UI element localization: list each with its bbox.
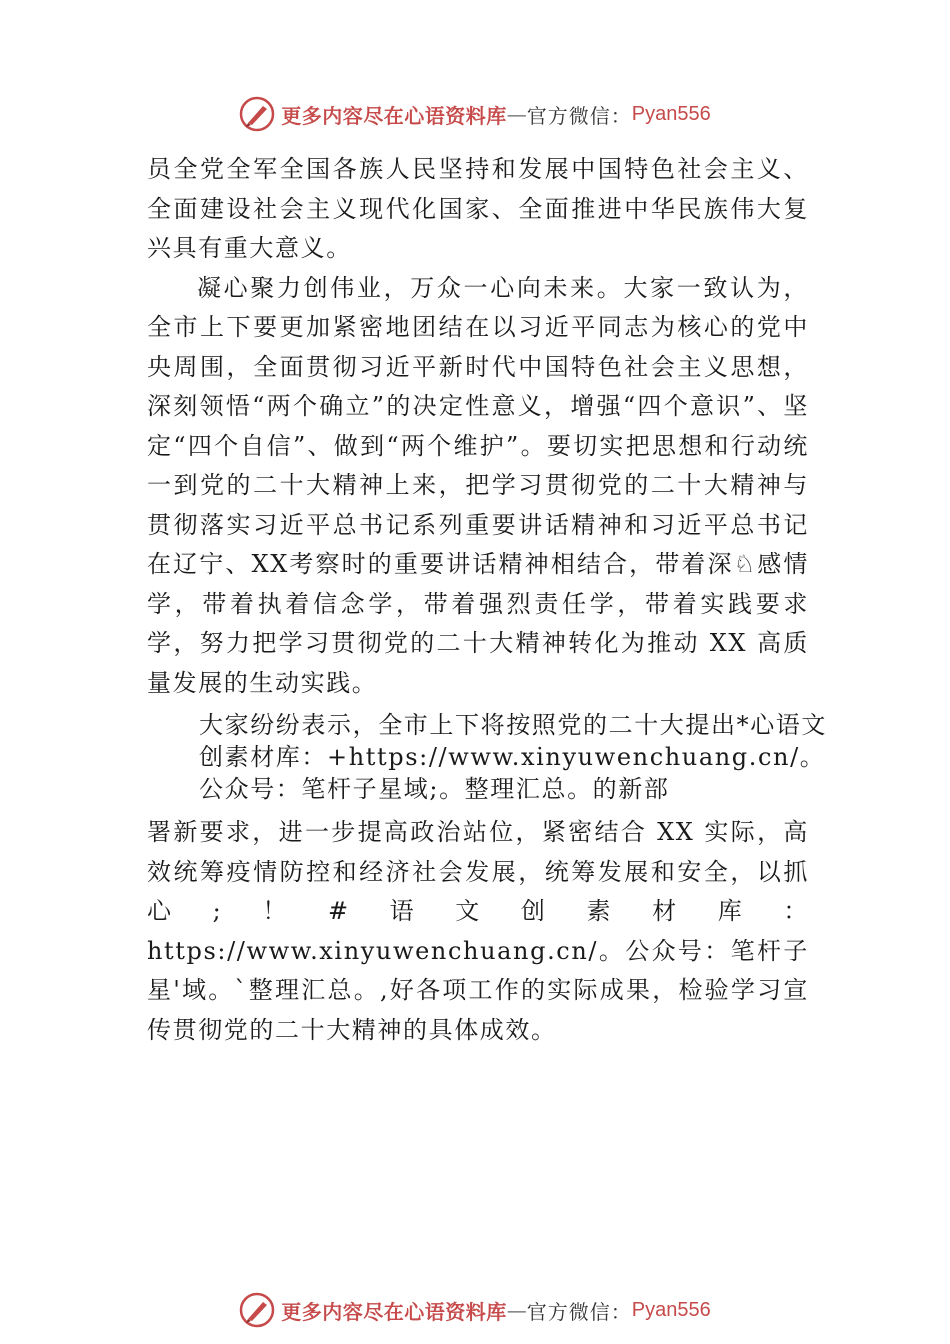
pen-logo-icon bbox=[239, 1292, 275, 1328]
paragraph-4: 署新要求，进一步提高政治站位，紧密结合 XX 实际，高效统筹疫情防控和经济社会发展，统筹发展和安全，以抓心;！#语文创素材库：https://www.xinyuwenchuang.cn/。公众号：笔杆子星'域。`整理汇总。,好各项工作的实际成果，检验学习宣传贯彻党的二十大精神的具体成效。 bbox=[147, 818, 809, 1044]
document-body bbox=[147, 150, 827, 1050]
footer-banner bbox=[0, 1290, 950, 1330]
footer-separator: — bbox=[506, 1298, 527, 1322]
header-wechat-id: Pyan556 bbox=[631, 102, 711, 125]
header-separator: — bbox=[506, 102, 527, 126]
footer-wechat-label: 官方微信： bbox=[526, 1299, 632, 1324]
paragraph-3: 大家纷纷表示，全市上下将按照党的二十大提出*心语文创素材库：+https://www.xinyuwenchuang.cn/。公众号：笔杆子星域;。整理汇总。的新部 bbox=[199, 711, 827, 803]
header-wechat-label: 官方微信： bbox=[526, 103, 632, 128]
footer-wechat-id: Pyan556 bbox=[631, 1298, 711, 1321]
pen-logo-icon bbox=[239, 96, 275, 132]
header-slogan: 更多内容尽在心语资料库 bbox=[281, 103, 507, 128]
footer-slogan: 更多内容尽在心语资料库 bbox=[281, 1299, 507, 1324]
paragraph-2: 凝心聚力创伟业，万众一心向未来。大家一致认为，全市上下要更加紧密地团结在以习近平同志为核心的党中央周围，全面贯彻习近平新时代中国特色社会主义思想，深刻领悟“两个确立”的决定性意义，增强“四个意识”、坚定“四个自信”、做到“两个维护”。要切实把思想和行动统一到党的二十大精神上来，把学习贯彻党的二十大精神与贯彻落实习近平总书记系列重要讲话精神和习近平总书记在辽宁、XX考察时的重要讲话精神相结合，带着深♘感情学，带着执着信念学，带着强烈责任学，带着实践要求学，努力把学习贯彻党的二十大精神转化为推动 XX 高质量发展的生动实践。 bbox=[147, 273, 809, 697]
header-banner bbox=[0, 94, 950, 134]
paragraph-1: 员全党全军全国各族人民坚持和发展中国特色社会主义、全面建设社会主义现代化国家、全面推进中华民族伟大复兴具有重大意义。 bbox=[147, 155, 809, 262]
